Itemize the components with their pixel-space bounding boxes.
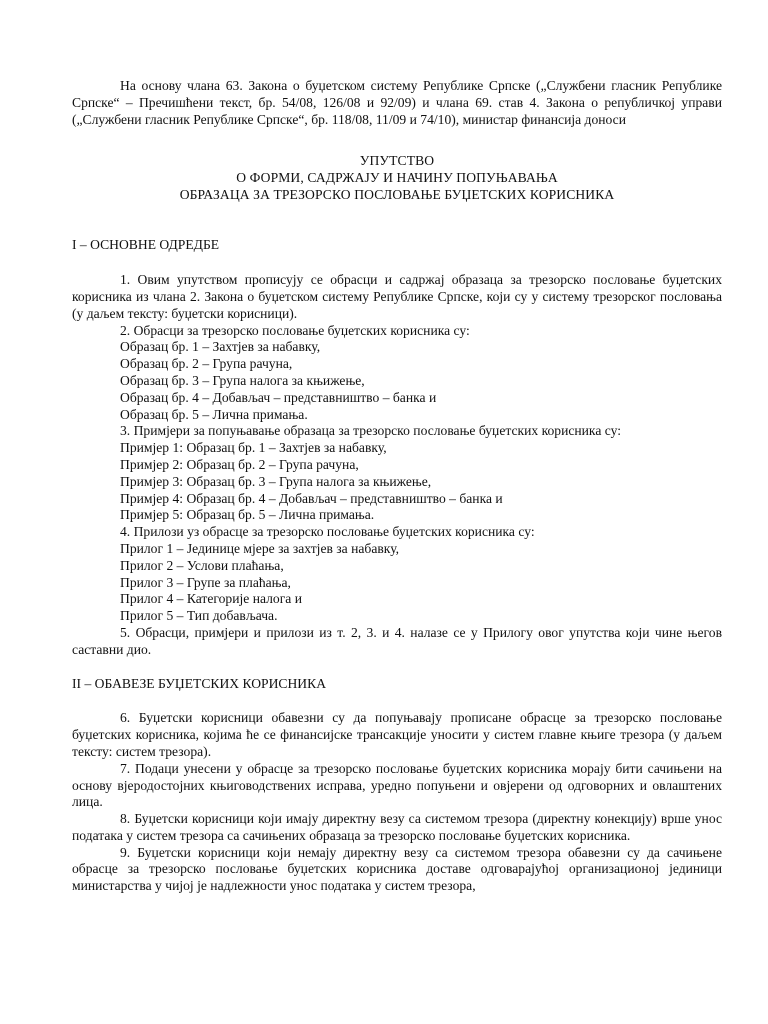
- document-page: [72, 78, 722, 895]
- paragraph-8: 8. Буџетски корисници који имају директну везу са системом трезора (директну конекцију) врше унос података у систем трезора са сачињених образаца за трезорско пословање буџетских корисника.: [72, 811, 722, 843]
- section-heading-1: I – ОСНОВНЕ ОДРЕДБЕ: [72, 237, 220, 253]
- form-item-1: Образац бр. 1 – Захтјев за набавку,: [120, 339, 321, 355]
- form-item-2: Образац бр. 2 – Група рачуна,: [120, 356, 293, 372]
- paragraph-1: 1. Овим упутством прописују се обрасци и садржај образаца за трезорско пословање буџетских корисника из члана 2. Закона о буџетском систему Републике Српске, који су у систему трезорског пословања (у даљем тексту: буџетски корисници).: [72, 272, 722, 321]
- paragraph-3: 3. Примјери за попуњавање образаца за трезорско пословање буџетских корисника су:: [120, 423, 622, 439]
- paragraph-6: 6. Буџетски корисници обавезни су да попуњавају прописане обрасце за трезорско пословање буџетских корисника, којима ће се финансијске трансакције уносити у систем главне књиге трезора (у даљем тексту: систем трезора).: [72, 710, 722, 759]
- paragraph-7: 7. Подаци унесени у обрасце за трезорско пословање буџетских корисника морају бити сачињени на основу вјеродостојних књиговодствених исправа, уредно попуњени и овјерени од одговорних и овлаштених лица.: [72, 760, 722, 810]
- attachment-item-4: Прилог 4 – Категорије налога и: [120, 591, 302, 607]
- paragraph-9: 9. Буџетски корисници који немају директну везу са системом трезора обавезни су да сачињене обрасце за трезорско пословање буџетских корисника доставе одговарајућој организационој јединици министарства у чијој је надлежности унос података у систем трезора,: [72, 844, 722, 894]
- paragraph-2: 2. Обрасци за трезорско пословање буџетских корисника су:: [120, 322, 470, 338]
- example-item-4: Примјер 4: Образац бр. 4 – Добављач – представништво – банка и: [120, 490, 503, 506]
- form-item-4: Образац бр. 4 – Добављач – представништво – банка и: [120, 389, 437, 405]
- title-line-1: УПУТСТВО: [359, 153, 435, 169]
- attachment-item-3: Прилог 3 – Групе за плаћања,: [120, 574, 291, 590]
- paragraph-4: 4. Прилози уз обрасце за трезорско пословање буџетских корисника су:: [120, 524, 535, 540]
- attachment-item-2: Прилог 2 – Услови плаћања,: [120, 557, 284, 573]
- form-item-3: Образац бр. 3 – Група налога за књижење,: [120, 372, 365, 388]
- example-item-2: Примјер 2: Образац бр. 2 – Група рачуна,: [120, 456, 359, 472]
- form-item-5: Образац бр. 5 – Лична примања.: [120, 406, 308, 422]
- title-line-2: О ФОРМИ, САДРЖАЈУ И НАЧИНУ ПОПУЊАВАЊА: [236, 170, 558, 186]
- title-line-3: ОБРАЗАЦА ЗА ТРЕЗОРСКО ПОСЛОВАЊЕ БУЏЕТСКИХ КОРИСНИКА: [179, 187, 615, 203]
- attachment-item-5: Прилог 5 – Тип добављача.: [120, 608, 278, 624]
- example-item-1: Примјер 1: Образац бр. 1 – Захтјев за набавку,: [120, 440, 387, 456]
- example-item-5: Примјер 5: Образац бр. 5 – Лична примања.: [120, 507, 375, 523]
- document-title: [72, 152, 722, 203]
- paragraph-5: 5. Обрасци, примјери и прилози из т. 2, 3. и 4. налазе се у Прилогу овог упутства који чине његов саставни дио.: [72, 624, 722, 657]
- attachment-item-1: Прилог 1 – Јединице мјере за захтјев за набавку,: [120, 540, 400, 556]
- intro-paragraph: На основу члана 63. Закона о буџетском систему Републике Српске („Службени гласник Републике Српске“ – Пречишћени текст, бр. 54/08, 126/08 и 92/09) и члана 69. став 4. Закона о републичкој управи („Службени гласник Републике Српске“, бр. 118/08, 11/09 и 74/10), министар финансија доноси: [72, 78, 722, 127]
- section-heading-2: II – ОБАВЕЗЕ БУЏЕТСКИХ КОРИСНИКА: [72, 675, 327, 691]
- example-item-3: Примјер 3: Образац бр. 3 – Група налога за књижење,: [120, 473, 432, 489]
